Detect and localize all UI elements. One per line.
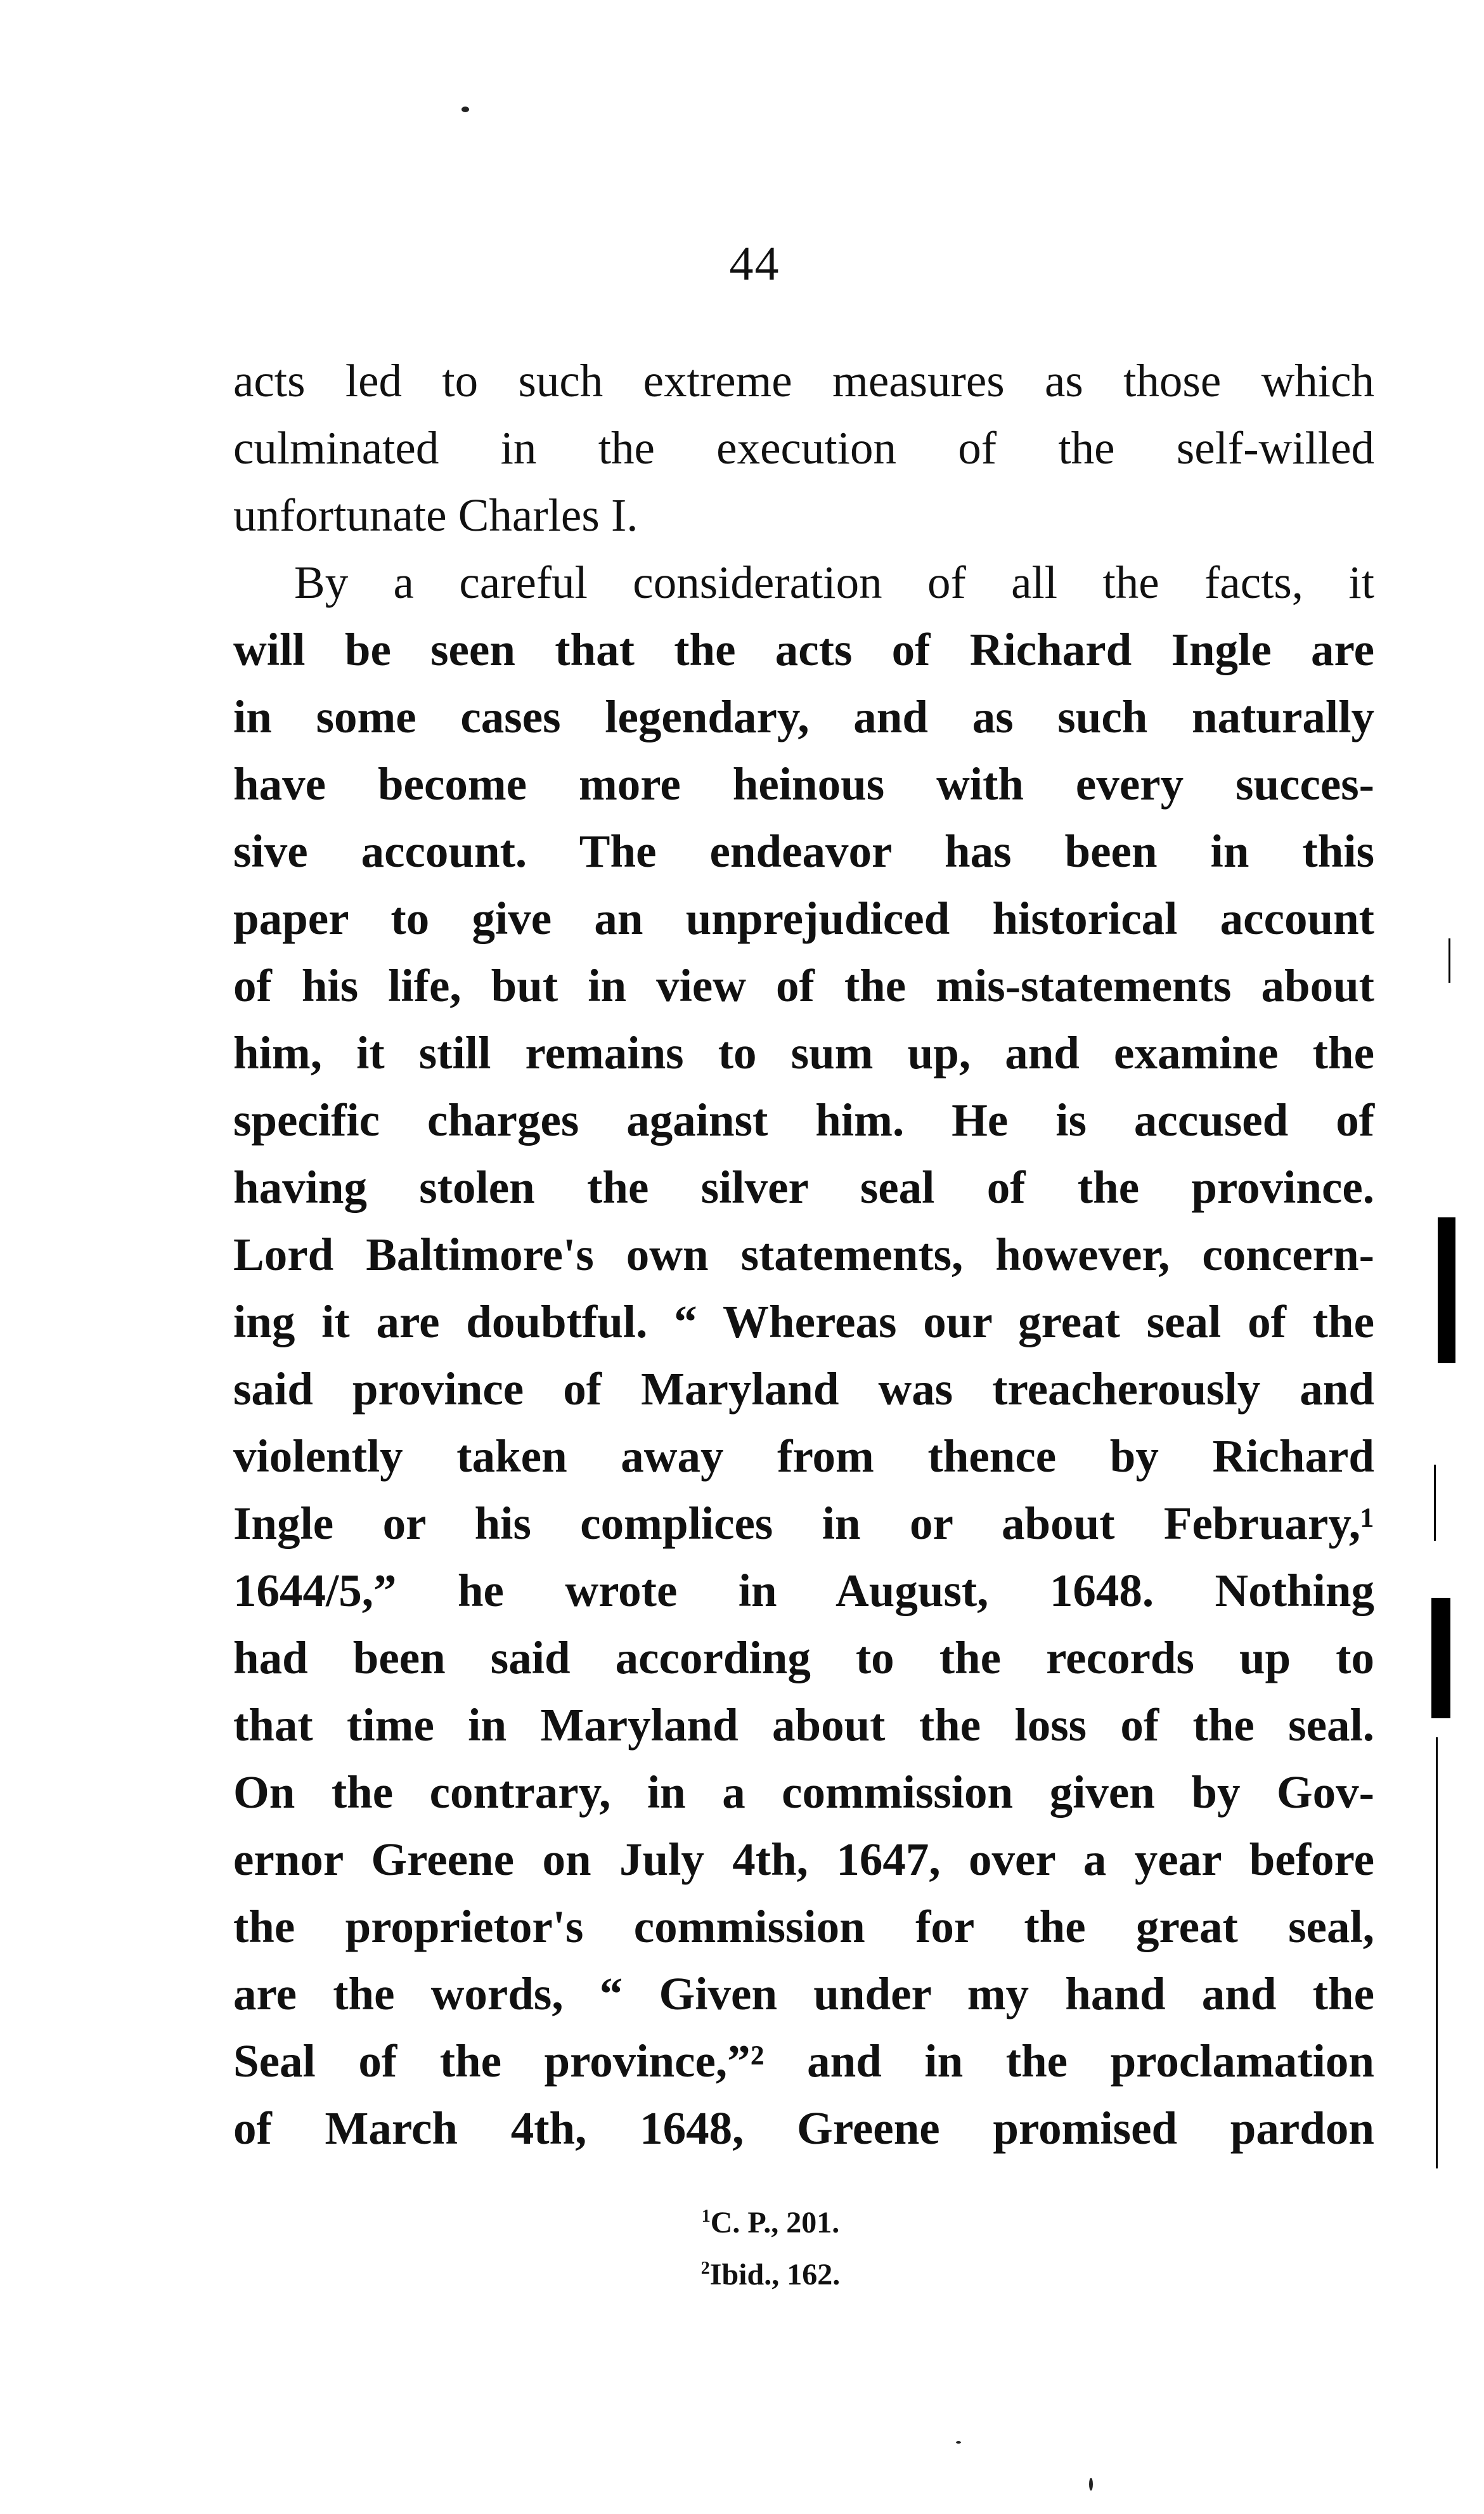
text-line: 1644/5,” he wrote in August, 1648. Nothing bbox=[233, 1565, 1374, 1616]
scan-speck bbox=[461, 107, 469, 112]
text-line: that time in Maryland about the loss of the seal. bbox=[233, 1699, 1374, 1751]
text-line: unfortunate Charles I. bbox=[233, 489, 638, 541]
page-number: 44 bbox=[729, 237, 780, 290]
footnote-mark: 2 bbox=[700, 2258, 710, 2278]
footnote-mark: 1 bbox=[701, 2206, 711, 2226]
text-line: violently taken away from thence by Richard bbox=[233, 1430, 1374, 1482]
footnote bbox=[57, 2246, 1484, 2298]
text-line: culminated in the execution of the self-willed bbox=[233, 422, 1374, 474]
text-line: in some cases legendary, and as such naturally bbox=[233, 691, 1374, 742]
text-line: are the words, “ Given under my hand and the bbox=[233, 1968, 1374, 2019]
text-line: said province of Maryland was treacherously and bbox=[233, 1363, 1374, 1415]
scan-margin-mark bbox=[1434, 1465, 1436, 1541]
scan-speck bbox=[1089, 2478, 1093, 2491]
footnotes bbox=[0, 2194, 1484, 2298]
text-line: him, it still remains to sum up, and examine the bbox=[233, 1027, 1374, 1079]
footnote-text: Ibid., 162. bbox=[709, 2258, 841, 2291]
text-line: specific charges against him. He is accused of bbox=[233, 1094, 1374, 1146]
text-line: Lord Baltimore's own statements, however, concern- bbox=[233, 1229, 1374, 1280]
scan-margin-mark bbox=[1438, 1217, 1455, 1363]
footnote bbox=[57, 2194, 1484, 2246]
text-line: will be seen that the acts of Richard Ingle are bbox=[233, 624, 1374, 675]
scan-margin-mark bbox=[1431, 1598, 1450, 1718]
text-line: On the contrary, in a commission given by Gov- bbox=[233, 1766, 1374, 1818]
scan-speck bbox=[956, 2441, 961, 2444]
text-line: acts led to such extreme measures as those which bbox=[233, 355, 1374, 406]
text-line: having stolen the silver seal of the province. bbox=[233, 1162, 1374, 1213]
text-line: By a careful consideration of all the facts, it bbox=[294, 557, 1374, 608]
body-text bbox=[233, 347, 1374, 2162]
text-line: paper to give an unprejudiced historical account bbox=[233, 893, 1374, 944]
footnote-text: C. P., 201. bbox=[710, 2206, 840, 2239]
text-line: ernor Greene on July 4th, 1647, over a year before bbox=[233, 1834, 1374, 1885]
text-line: of his life, but in view of the mis-statements about bbox=[233, 960, 1374, 1011]
scan-margin-mark bbox=[1449, 938, 1450, 983]
text-line: had been said according to the records up to bbox=[233, 1632, 1374, 1683]
text-line: the proprietor's commission for the great seal, bbox=[233, 1901, 1374, 1952]
text-line: sive account. The endeavor has been in this bbox=[233, 826, 1374, 877]
scan-margin-mark bbox=[1436, 1737, 1438, 2168]
text-line: ing it are doubtful. “ Whereas our great seal of the bbox=[233, 1296, 1374, 1347]
text-line: Ingle or his complices in or about February,¹ bbox=[233, 1498, 1374, 1549]
text-line: Seal of the province,”² and in the proclamation bbox=[233, 2035, 1374, 2087]
text-line: of March 4th, 1648, Greene promised pardon bbox=[233, 2103, 1374, 2154]
text-line: have become more heinous with every succes- bbox=[233, 758, 1374, 810]
